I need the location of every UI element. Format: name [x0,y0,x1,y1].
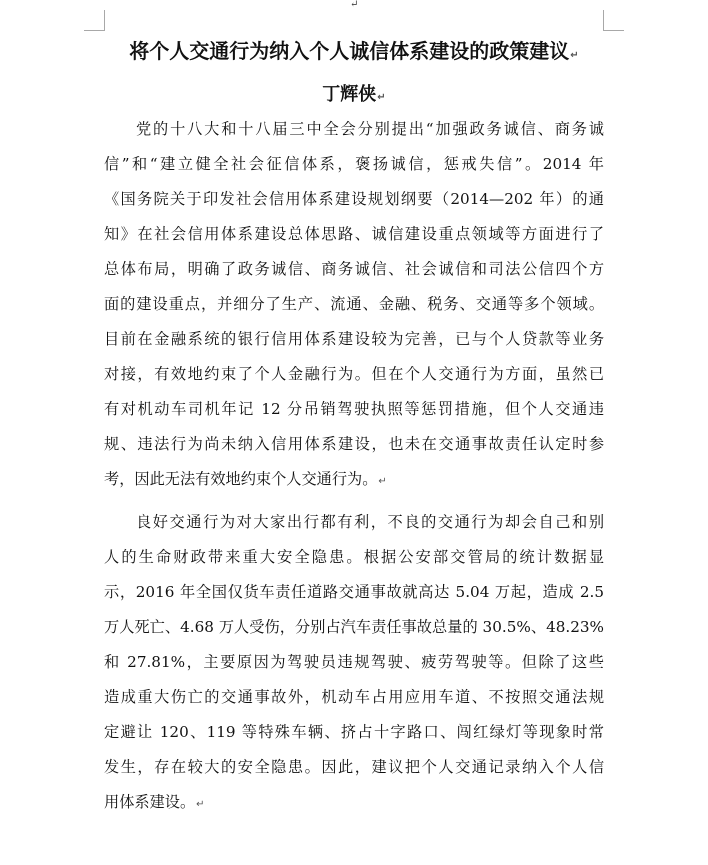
title-paragraph-mark: ↵ [570,50,579,61]
paragraph-line: 示，2016 年全国仅货车责任道路交通事故就高达 5.04 万起，造成 2.5 [104,583,604,601]
document-title [104,36,604,66]
paragraph-line: 面的建设重点，并细分了生产、流通、金融、税务、交通等多个领域。 [104,295,604,313]
paragraph-line: 人的生命财政带来重大安全隐患。根据公安部交管局的统计数据显 [104,548,604,566]
paragraph-line: 知》在社会信用体系建设总体思路、诚信建设重点领域等方面进行了 [104,225,604,243]
paragraph-line: 有对机动车司机年记 12 分吊销驾驶执照等惩罚措施，但个人交通违 [104,400,604,418]
body-paragraph-1 [104,112,604,497]
author-paragraph-mark: ↵ [377,92,386,103]
paragraph-line: 定避让 120、119 等特殊车辆、挤占十字路口、闯红绿灯等现象时常 [104,723,604,741]
paragraph-line-text: 用体系建设。 [104,793,196,811]
paragraph-line: 良好交通行为对大家出行都有利，不良的交通行为却会自己和别 [136,513,604,531]
paragraph-line: 万人死亡、4.68 万人受伤，分别占汽车责任事故总量的 30.5%、48.23% [104,618,604,636]
paragraph-line: 和 27.81%，主要原因为驾驶员违规驾驶、疲劳驾驶等。但除了这些 [104,653,604,671]
paragraph-line: 对接，有效地约束了个人金融行为。但在个人交通行为方面，虽然已 [104,365,604,383]
paragraph-line-last [104,785,604,820]
paragraph-line-last [104,462,604,497]
paragraph-line: 目前在金融系统的银行信用体系建设较为完善，已与个人贷款等业务 [104,330,604,348]
header-paragraph-mark: ↵ [350,0,359,10]
paragraph-line-text: 考，因此无法有效地约束个人交通行为。 [104,470,378,488]
paragraph-line: 《国务院关于印发社会信用体系建设规划纲要（2014—202 年）的通 [104,190,604,208]
author-text: 丁辉侠 [322,84,377,105]
paragraph-line: 规、违法行为尚未纳入信用体系建设，也未在交通事故责任认定时参 [104,435,604,453]
title-text: 将个人交通行为纳入个人诚信体系建设的政策建议 [129,39,570,63]
paragraph-line: 信”和“建立健全社会征信体系，褒扬诚信，惩戒失信”。2014 年 [104,155,604,173]
paragraph-line: 党的十八大和十八届三中全会分别提出“加强政务诚信、商务诚 [136,120,604,138]
paragraph-line: 总体布局，明确了政务诚信、商务诚信、社会诚信和司法公信四个方 [104,260,604,278]
document-page [104,36,604,820]
page-corner-top-left [84,10,105,31]
paragraph-mark: ↵ [196,799,205,810]
paragraph-mark: ↵ [378,476,387,487]
page-corner-top-right [603,10,624,31]
author-name [104,80,604,110]
paragraph-line: 发生，存在较大的安全隐患。因此，建议把个人交通记录纳入个人信 [104,758,604,776]
body-paragraph-2 [104,505,604,820]
paragraph-line: 造成重大伤亡的交通事故外，机动车占用应用车道、不按照交通法规 [104,688,604,706]
